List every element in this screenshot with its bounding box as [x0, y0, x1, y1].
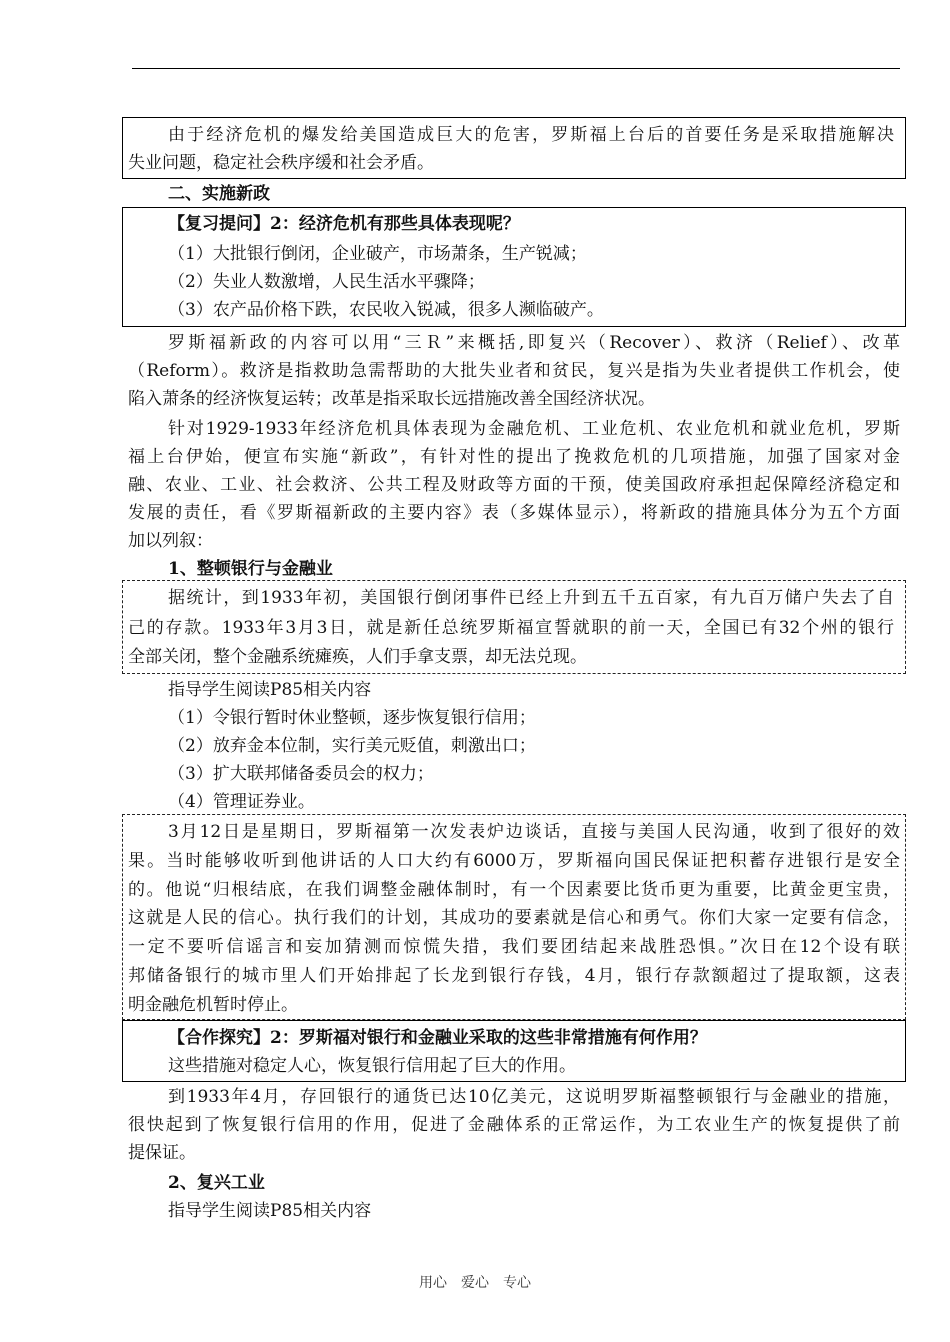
conclusion-line: 提保证。 [128, 1143, 196, 1163]
crisis-line: 发展的责任，看《罗斯福新政的主要内容》表（多媒体显示），将新政的措施具体分为五个方面 [128, 503, 900, 523]
cooperation-title: 【合作探究】2：罗斯福对银行和金融业采取的这些非常措施有何作用？ [168, 1028, 707, 1048]
review-question-title: 【复习提问】2：经济危机有那些具体表现呢？ [168, 214, 520, 234]
stats-line: 己的存款。1933年3月3日，就是新任总统罗斯福宣誓就职的前一天，全国已有32个州的银行 [128, 618, 894, 638]
three-r-line: （Reform）。救济是指救助急需帮助的大批失业者和贫民，复兴是指为失业者提供工作机会，使 [128, 361, 900, 381]
conclusion-line: 很快起到了恢复银行信用的作用，促进了金融体系的正常运作，为工农业生产的恢复提供了前 [128, 1115, 900, 1135]
crisis-line: 融、农业、工业、社会救济、公共工程及财政等方面的干预，使美国政府承担起保障经济稳定和 [128, 475, 900, 495]
fireside-line: 的。他说“归根结底，在我们调整金融体制时，有一个因素要比货币更为重要，比黄金更宝贵， [128, 880, 900, 900]
stats-line: 据统计，到1933年初，美国银行倒闭事件已经上升到五千五百家，有九百万储户失去了自 [168, 588, 894, 608]
crisis-line: 加以列叙： [128, 531, 213, 551]
fireside-line: 一定不要听信谣言和妄加猜测而惊慌失措，我们要团结起来战胜恐惧。”次日在12个设有联 [128, 937, 900, 957]
three-r-line: 罗斯福新政的内容可以用“三Ｒ”来概括,即复兴（Recover）、救济（Relief）、改革 [168, 333, 900, 353]
crisis-line: 针对1929-1933年经济危机具体表现为金融危机、工业危机、农业危机和就业危机，罗斯 [168, 419, 900, 439]
reading-guide: 指导学生阅读P85相关内容 [168, 1201, 372, 1221]
intro-line: 失业问题，稳定社会秩序缓和社会矛盾。 [128, 153, 434, 173]
fireside-line: 这就是人民的信心。执行我们的计划，其成功的要素就是信心和勇气。你们大家一定要有信念， [128, 908, 900, 928]
bank-measure-item: （1）令银行暂时休业整顿，逐步恢复银行信用； [168, 708, 536, 728]
fireside-line: 3月12日是星期日，罗斯福第一次发表炉边谈话，直接与美国人民沟通，收到了很好的效 [168, 822, 900, 842]
crisis-line: 福上台伊始，便宣布实施“新政”，有针对性的提出了挽救危机的几项措施，加强了国家对金 [128, 447, 900, 467]
review-question-item: （3）农产品价格下跌，农民收入锐减，很多人濒临破产。 [168, 300, 604, 320]
bank-measure-item: （2）放弃金本位制，实行美元贬值，刺激出口； [168, 736, 536, 756]
fireside-line: 明金融危机暂时停止。 [128, 995, 298, 1015]
review-question-item: （2）失业人数激增，人民生活水平骤降； [168, 272, 485, 292]
header-rule [132, 68, 900, 69]
three-r-line: 陷入萧条的经济恢复运转；改革是指采取长远措施改善全国经济状况。 [128, 389, 655, 409]
intro-line: 由于经济危机的爆发给美国造成巨大的危害，罗斯福上台后的首要任务是采取措施解决 [168, 125, 894, 145]
fireside-line: 果。当时能够收听到他讲话的人口大约有6000万，罗斯福向国民保证把积蓄存进银行是安全 [128, 851, 900, 871]
bank-measure-item: （4）管理证券业。 [168, 792, 315, 812]
bank-measure-item: （3）扩大联邦储备委员会的权力； [168, 764, 434, 784]
fireside-line: 邦储备银行的城市里人们开始排起了长龙到银行存钱，4月，银行存款额超过了提取额，这表 [128, 966, 900, 986]
subsection-heading: 1、整顿银行与金融业 [168, 559, 333, 579]
section-heading: 二、实施新政 [168, 184, 270, 204]
stats-line: 全部关闭，整个金融系统瘫痪，人们手拿支票，却无法兑现。 [128, 647, 587, 667]
page-footer: 用心 爱心 专心 [419, 1275, 531, 1291]
conclusion-line: 到1933年4月，存回银行的通货已达10亿美元，这说明罗斯福整顿银行与金融业的措施， [168, 1087, 900, 1107]
subsection-heading: 2、复兴工业 [168, 1173, 265, 1193]
reading-guide: 指导学生阅读P85相关内容 [168, 680, 372, 700]
cooperation-answer: 这些措施对稳定人心，恢复银行信用起了巨大的作用。 [168, 1056, 576, 1076]
review-question-item: （1）大批银行倒闭，企业破产，市场萧条，生产锐减； [168, 244, 587, 264]
